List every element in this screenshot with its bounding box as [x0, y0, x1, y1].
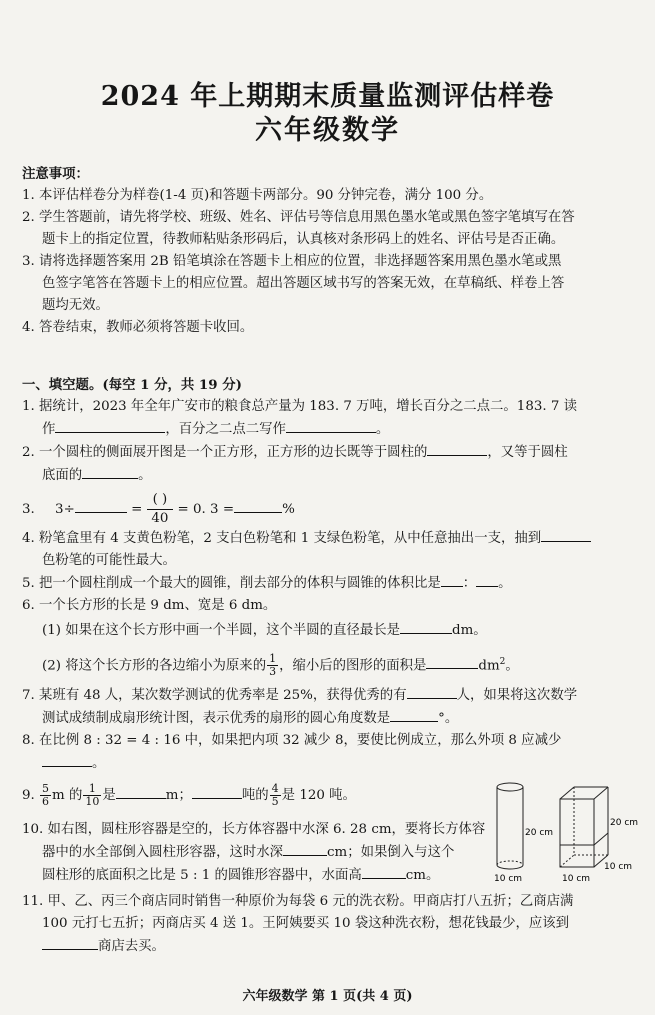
- q9-text: m 的: [52, 788, 83, 803]
- answer-blank[interactable]: [234, 498, 282, 513]
- answer-blank[interactable]: [283, 841, 327, 856]
- notice-item: 3. 请将选择题答案用 2B 铅笔填涂在答题卡上相应的位置，非选择题答案用黑色墨水笔或黑: [22, 254, 562, 269]
- q2-text: 2. 一个圆柱的侧面展开图是一个正方形，正方形的边长既等于圆柱的: [22, 445, 428, 460]
- q1-text: 作: [42, 422, 56, 437]
- q9-text: 是: [102, 788, 116, 803]
- notice-heading: 注意事项：: [22, 166, 89, 182]
- answer-blank[interactable]: [82, 464, 138, 479]
- q10-text: 器中的水全部倒入圆柱形容器，这时水深: [42, 845, 284, 860]
- q9-text: m；: [165, 788, 192, 803]
- answer-blank[interactable]: [362, 864, 406, 879]
- cylinder-height-label: 20 cm: [525, 828, 554, 838]
- fraction: [147, 491, 174, 528]
- q3-text: 3.: [22, 502, 35, 517]
- cylinder-and-cuboid-diagram: [480, 777, 650, 887]
- fraction: $\frac{5}{6}$: [42, 782, 50, 808]
- answer-blank[interactable]: [407, 684, 457, 699]
- q7-text: 人，如果将这次数学: [456, 688, 578, 703]
- answer-blank[interactable]: [400, 619, 452, 634]
- q6-text: dm: [478, 658, 500, 674]
- cuboid-depth-label: 10 cm: [604, 862, 633, 872]
- answer-blank[interactable]: [75, 498, 127, 513]
- answer-blank[interactable]: [426, 654, 478, 669]
- q6-text: 。: [505, 658, 519, 674]
- q2-text: 底面的: [42, 468, 83, 483]
- question-7: [22, 684, 637, 730]
- q7-text: 7. 某班有 48 人，某次数学测试的优秀率是 25%，获得优秀的有: [22, 688, 407, 703]
- q10-text: cm。: [405, 868, 440, 883]
- question-3: [22, 491, 637, 525]
- q5-text: 。: [498, 576, 512, 591]
- answer-blank[interactable]: [427, 441, 487, 456]
- section-heading: 一、填空题。(每空 1 分，共 19 分): [22, 377, 242, 393]
- exam-title: 2024 年上期期末质量监测评估样卷: [100, 81, 555, 112]
- q5-text: ：: [462, 576, 477, 591]
- fraction: $\frac{1}{3}$: [269, 652, 277, 679]
- q9-text: 吨的: [241, 788, 269, 803]
- q11-text: 100 元打七五折；丙商店买 4 送 1。王阿姨要买 10 袋这种洗衣粉，想花钱最少，应该到: [42, 916, 570, 931]
- q5-text: 5. 把一个圆柱削成一个最大的圆锥，削去部分的体积与圆锥的体积比是: [22, 576, 441, 591]
- fraction-denominator: 40: [151, 511, 169, 526]
- answer-blank[interactable]: [441, 572, 463, 587]
- q1-line1: 1. 据统计，2023 年全年广安市的粮食总产量为 183. 7 万吨，增长百分之二点二。183. 7 读: [22, 399, 578, 414]
- q6-text: ，缩小后的图形的面积是: [279, 658, 427, 674]
- q3-text: 3÷: [55, 502, 75, 517]
- q2-text: ，又等于圆柱: [487, 445, 568, 460]
- fraction: $\frac{1}{10}$: [85, 782, 100, 808]
- notice-item: 2. 学生答题前，请先将学校、班级、姓名、评估号等信息用黑色墨水笔或黑色签字笔填写在答: [22, 210, 575, 225]
- q11-text: 11. 甲、乙、丙三个商店同时销售一种原价为每袋 6 元的洗衣粉。甲商店打八五折；乙商店满: [22, 894, 574, 909]
- q8-text: 。: [92, 756, 106, 771]
- q6-text: (2) 将这个长方形的各边缩小为原来的: [42, 658, 267, 674]
- answer-blank[interactable]: [192, 784, 242, 799]
- q7-text: °。: [438, 711, 459, 726]
- q2-text: 。: [138, 468, 152, 483]
- cuboid-width-label: 10 cm: [562, 874, 591, 884]
- q10-text: 10. 如右图，圆柱形容器是空的，长方体容器中水深 6. 28 cm，要将长方体容: [22, 822, 486, 837]
- q7-text: 测试成绩制成扇形统计图，表示优秀的扇形的圆心角度数是: [42, 711, 391, 726]
- q3-text: %: [282, 502, 295, 517]
- q6-text: dm。: [452, 623, 487, 638]
- question-5: [22, 572, 637, 595]
- page-footer: 六年级数学 第 1 页(共 4 页): [242, 989, 413, 1004]
- question-4: [22, 527, 637, 572]
- answer-blank[interactable]: [390, 707, 438, 722]
- cuboid-height-label: 20 cm: [610, 818, 639, 828]
- answer-blank[interactable]: [55, 418, 165, 433]
- cylinder-diameter-label: 10 cm: [494, 874, 523, 884]
- q3-text: =: [131, 502, 143, 517]
- answer-blank[interactable]: [116, 784, 166, 799]
- q8-text: 8. 在比例 8 : 32 = 4 : 16 中，如果把内项 32 减少 8，要使比例成立，那么外项 8 应减少: [22, 733, 562, 748]
- q1-text: 。: [375, 422, 390, 437]
- q9-text: 9.: [22, 788, 35, 803]
- notice-item: 题卡上的指定位置，待教师粘贴条形码后，认真核对条形码上的姓名、评估号是否正确。: [42, 232, 565, 247]
- notice-block: [22, 163, 637, 339]
- fraction-numerator-blank[interactable]: ( ): [147, 491, 174, 510]
- question-1: [22, 396, 637, 441]
- q11-text: 商店去买。: [98, 939, 165, 954]
- q6-text: (1) 如果在这个长方形中画一个半圆，这个半圆的直径最长是: [42, 623, 400, 638]
- notice-item: 色签字笔答在答题卡上的相应位置。超出答题区域书写的答案无效，在草稿纸、样卷上答: [42, 276, 565, 291]
- q3-text: = 0. 3 =: [177, 502, 235, 517]
- notice-item: 4. 答卷结束，教师必须将答题卡收回。: [22, 320, 254, 335]
- question-2: [22, 441, 637, 487]
- question-8: [22, 730, 637, 775]
- answer-blank[interactable]: [42, 752, 92, 767]
- question-10: [22, 819, 492, 887]
- notice-item: 题均无效。: [42, 298, 109, 313]
- question-6: 6. 一个长方形的长是 9 dm、宽是 6 dm。 (1) 如果在这个长方形中画一个半圆，这个半圆的直径最长是 dm。 (2) 将这个长方形的各边缩小为原来的 $\frac{1}{3}$ ，缩小后的图形的面积是 $dm^2$。: [22, 595, 637, 678]
- q10-text: cm；如果倒入与这个: [327, 845, 455, 860]
- notice-item: 1. 本评估样卷分为样卷(1-4 页)和答题卡两部分。90 分钟完卷，满分 100 分。: [22, 188, 493, 203]
- question-11: [22, 891, 637, 958]
- cuboid-shape: [560, 787, 608, 867]
- answer-blank[interactable]: [286, 418, 376, 433]
- q1-text: ，百分之二点二写作: [165, 422, 286, 437]
- q4-text: 4. 粉笔盒里有 4 支黄色粉笔，2 支白色粉笔和 1 支绿色粉笔，从中任意抽出一支，抽到: [22, 531, 542, 546]
- answer-blank[interactable]: [541, 527, 591, 542]
- container-figure: [480, 777, 650, 887]
- q9-text: 是 120 吨。: [281, 788, 356, 803]
- q6-text: 6. 一个长方形的长是 9 dm、宽是 6 dm。: [22, 598, 277, 613]
- answer-blank[interactable]: [476, 572, 498, 587]
- cylinder-shape: [497, 783, 523, 869]
- exam-subtitle: 六年级数学: [255, 115, 400, 146]
- q4-text: 色粉笔的可能性最大。: [42, 553, 176, 568]
- q10-text: 圆柱形的底面积之比是 5 : 1 的圆锥形容器中，水面高: [42, 868, 362, 883]
- answer-blank[interactable]: [42, 935, 98, 950]
- fraction: $\frac{4}{5}$: [271, 782, 279, 808]
